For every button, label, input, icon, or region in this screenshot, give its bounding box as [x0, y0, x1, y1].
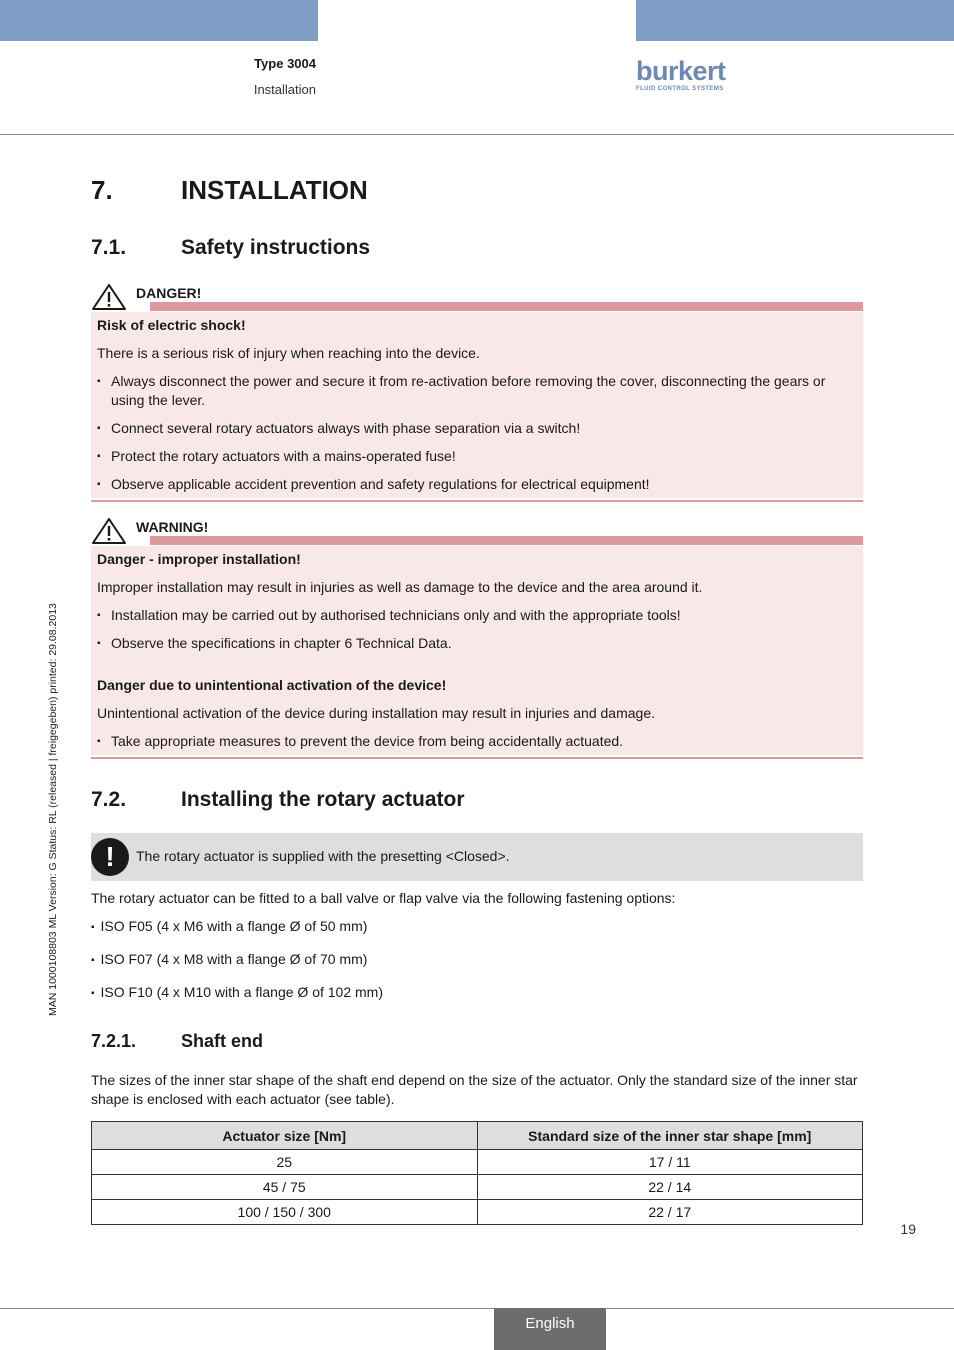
- table-cell: 22 / 17: [477, 1200, 863, 1225]
- danger-header: [91, 283, 863, 312]
- exclamation-icon: !: [91, 838, 129, 876]
- side-document-info: MAN 1000108803 ML Version: G Status: RL (released | freigegeben) printed: 29.08.2013: [47, 603, 59, 1016]
- warning-list: [97, 606, 857, 653]
- danger-list: [97, 372, 857, 494]
- fastening-intro: The rotary actuator can be fitted to a ball valve or flap valve via the following fastening options:: [91, 890, 676, 906]
- danger-label: DANGER!: [136, 285, 202, 301]
- doc-type: Type 3004: [254, 56, 316, 71]
- column-header: Standard size of the inner star shape [mm]: [477, 1122, 863, 1150]
- shaft-end-text: The sizes of the inner star shape of the shaft end depend on the size of the actuator. Only the standard size of the inner star shape is enclosed with each actuator (see table).: [91, 1072, 858, 1107]
- table-row: [92, 1150, 863, 1175]
- table-row: [92, 1175, 863, 1200]
- column-header: Actuator size [Nm]: [92, 1122, 478, 1150]
- list-item: ▪ Protect the rotary actuators with a mains-operated fuse!: [97, 447, 857, 466]
- danger-intro: There is a serious risk of injury when reaching into the device.: [97, 345, 480, 361]
- section-heading-7-2: [91, 788, 465, 812]
- chapter-heading: [91, 175, 368, 206]
- table-cell: 25: [92, 1150, 478, 1175]
- danger-box: [91, 283, 863, 502]
- section-number: 7.2.: [91, 788, 127, 811]
- note-box: [91, 833, 863, 881]
- star-shape-table: [91, 1121, 863, 1225]
- warning-intro-2: Unintentional activation of the device during installation may result in injuries and damage.: [97, 705, 655, 721]
- list-item: ▪ Always disconnect the power and secure it from re-activation before removing the cover, disconnecting the gears or using the lever.: [97, 372, 857, 410]
- warning-bar: [150, 536, 863, 545]
- danger-subtitle: Risk of electric shock!: [97, 317, 246, 333]
- logo-subtitle: FLUID CONTROL SYSTEMS: [636, 86, 724, 92]
- warning-intro: Improper installation may result in injuries as well as damage to the device and the area around it.: [97, 579, 703, 595]
- burkert-logo: [636, 58, 736, 92]
- list-item: ▪ ISO F07 (4 x M8 with a flange Ø of 70 mm): [91, 951, 367, 967]
- section-heading-7-1: [91, 236, 370, 260]
- header-band-left: [0, 0, 318, 41]
- list-item: ▪ Take appropriate measures to prevent the device from being accidentally actuated.: [97, 732, 857, 751]
- danger-bar: [150, 302, 863, 311]
- note-text: The rotary actuator is supplied with the presetting <Closed>.: [136, 848, 510, 864]
- chapter-number: 7.: [91, 175, 113, 205]
- warning-subtitle-2: Danger due to unintentional activation of the device!: [97, 677, 447, 693]
- subsection-title: Shaft end: [181, 1031, 264, 1051]
- chapter-title: INSTALLATION: [181, 175, 368, 205]
- subsection-heading-7-2-1: [91, 1031, 263, 1052]
- warning-list-2: [97, 732, 857, 751]
- subsection-number: 7.2.1.: [91, 1031, 137, 1051]
- footer-rule: [0, 1308, 954, 1309]
- language-tab: English: [494, 1308, 606, 1350]
- table-cell: 22 / 14: [477, 1175, 863, 1200]
- list-item: ▪ Installation may be carried out by authorised technicians only and with the appropriate tools!: [97, 606, 857, 625]
- section-number: 7.1.: [91, 236, 127, 259]
- list-item: ▪ ISO F10 (4 x M10 with a flange Ø of 102 mm): [91, 984, 383, 1000]
- section-title: Safety instructions: [181, 236, 371, 259]
- table-header-row: [92, 1122, 863, 1150]
- page-number: 19: [900, 1221, 916, 1237]
- header-rule: [0, 134, 954, 135]
- section-title: Installing the rotary actuator: [181, 788, 465, 811]
- warning-header: [91, 517, 863, 546]
- table-row: [92, 1200, 863, 1225]
- list-item: ▪ Observe applicable accident prevention and safety regulations for electrical equipment!: [97, 475, 857, 494]
- warning-box: [91, 517, 863, 759]
- list-item: ▪ ISO F05 (4 x M6 with a flange Ø of 50 mm): [91, 918, 367, 934]
- warning-triangle-icon: [91, 517, 127, 545]
- warning-triangle-icon: [91, 283, 127, 311]
- list-item: ▪ Observe the specifications in chapter 6 Technical Data.: [97, 634, 857, 653]
- table-cell: 17 / 11: [477, 1150, 863, 1175]
- warning-label: WARNING!: [136, 519, 209, 535]
- warning-bottom-rule: [91, 757, 863, 759]
- doc-section: Installation: [253, 82, 316, 97]
- list-item: ▪ Connect several rotary actuators always with phase separation via a switch!: [97, 419, 857, 438]
- table-cell: 100 / 150 / 300: [92, 1200, 478, 1225]
- danger-body: [91, 312, 863, 498]
- header-band-right: [636, 0, 954, 41]
- warning-body: [91, 546, 863, 755]
- danger-bottom-rule: [91, 500, 863, 502]
- logo-word: burkert: [636, 56, 726, 86]
- table-cell: 45 / 75: [92, 1175, 478, 1200]
- warning-subtitle: Danger - improper installation!: [97, 551, 301, 567]
